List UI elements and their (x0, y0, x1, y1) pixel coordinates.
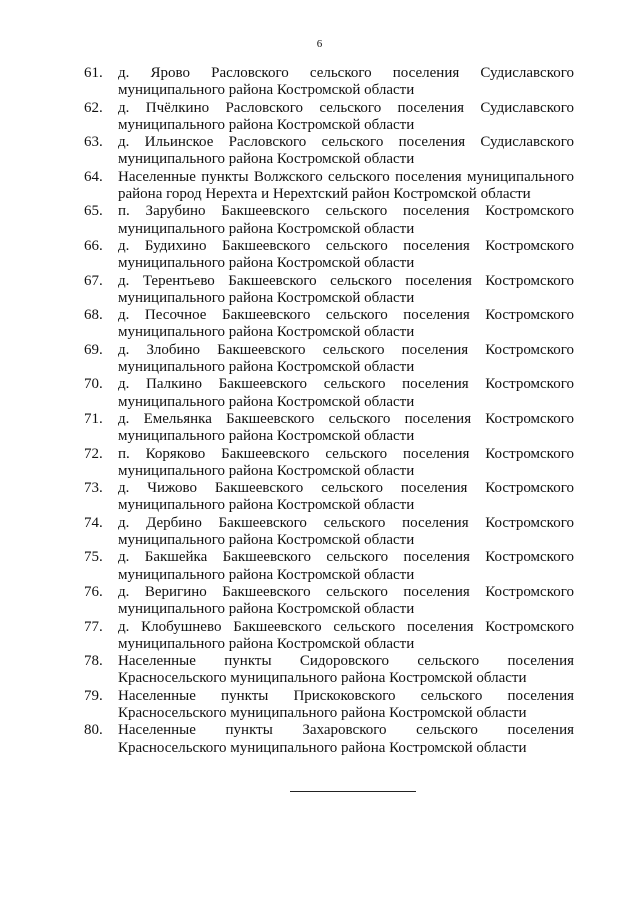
list-item (84, 169, 574, 204)
list-item-number: 61. (84, 65, 103, 81)
list-item (84, 515, 574, 550)
list-item-number: 71. (84, 410, 103, 427)
list-item (84, 584, 574, 619)
list-item-text: д. Палкино Бакшеевского сельского поселения Костромского муниципального района Костромской области (118, 376, 574, 410)
list-item-number: 69. (84, 341, 103, 358)
list-item-text: д. Ярово Расловского сельского поселения Судиславского муниципального района Костромской области (118, 65, 574, 99)
list-item-number: 74. (84, 514, 103, 531)
list-item (84, 722, 574, 757)
list-item-text: д. Клобушнево Бакшеевского сельского поселения Костромского муниципального района Костромской области (118, 618, 574, 652)
list-item-number: 80. (84, 722, 103, 739)
list-item-text: Населенные пункты Прискоковского сельского поселения Красносельского муниципального района Костромской области (118, 687, 574, 721)
list-item-text: д. Дербино Бакшеевского сельского поселения Костромского муниципального района Костромской области (118, 514, 574, 549)
list-item-text: д. Веригино Бакшеевского сельского поселения Костромского муниципального района Костромской области (118, 583, 574, 618)
list-item (84, 688, 574, 723)
list-item (84, 342, 574, 377)
list-item-text: д. Пчёлкино Расловского сельского поселения Судиславского муниципального района Костромской области (118, 99, 574, 133)
list-item (84, 376, 574, 411)
list-item-text: д. Чижово Бакшеевского сельского поселения Костромского муниципального района Костромской области (118, 480, 574, 514)
list-item-text: д. Будихино Бакшеевского сельского поселения Костромского муниципального района Костромской области (118, 237, 574, 272)
list-item-number: 66. (84, 237, 103, 254)
list-item-number: 65. (84, 203, 103, 220)
list-item-number: 64. (84, 168, 103, 185)
list-item (84, 134, 574, 169)
list-item-number: 73. (84, 480, 103, 497)
list-item-number: 67. (84, 272, 103, 289)
list-item-text: д. Терентьево Бакшеевского сельского поселения Костромского муниципального района Костромской области (118, 272, 574, 306)
list-item-number: 75. (84, 549, 103, 566)
list-item-number: 72. (84, 445, 103, 462)
list-item-text: Населенные пункты Захаровского сельского поселения Красносельского муниципального района Костромской области (118, 722, 574, 756)
list-item-text: д. Емельянка Бакшеевского сельского поселения Костромского муниципального района Костромской области (118, 410, 574, 445)
list-item (84, 203, 574, 238)
list-item-number: 68. (84, 307, 103, 324)
list-item (84, 446, 574, 481)
list-item-text: д. Песочное Бакшеевского сельского поселения Костромского муниципального района Костромской области (118, 307, 574, 341)
list-item (84, 238, 574, 273)
list-item-number: 79. (84, 687, 103, 704)
list-item-number: 62. (84, 99, 103, 116)
list-item-number: 70. (84, 376, 103, 393)
list-item-number: 63. (84, 134, 103, 151)
list-item-text: д. Бакшейка Бакшеевского сельского поселения Костромского муниципального района Костромской области (118, 549, 574, 583)
list-item (84, 411, 574, 446)
end-of-list-rule (290, 791, 416, 792)
list-item-number: 77. (84, 618, 103, 635)
list-item (84, 480, 574, 515)
list-item-text: п. Коряково Бакшеевского сельского поселения Костромского муниципального района Костромской области (118, 445, 574, 479)
list-item (84, 273, 574, 308)
list-item (84, 653, 574, 688)
list-item-text: п. Зарубино Бакшеевского сельского поселения Костромского муниципального района Костромской области (118, 203, 574, 237)
list-item-text: д. Ильинское Расловского сельского поселения Судиславского муниципального района Костромской области (118, 134, 574, 168)
list-item-text: Населенные пункты Сидоровского сельского поселения Красносельского муниципального района Костромской области (118, 653, 574, 687)
list-item (84, 549, 574, 584)
list-item (84, 619, 574, 654)
list-item-text: д. Злобино Бакшеевского сельского поселения Костромского муниципального района Костромской области (118, 341, 574, 376)
list-item-number: 76. (84, 583, 103, 600)
page-number: 6 (316, 38, 323, 50)
list-item-text: Населенные пункты Волжского сельского поселения муниципального района город Нерехта и Нерехтский район Костромской области (118, 168, 574, 203)
settlement-list (84, 65, 574, 757)
list-item-number: 78. (84, 653, 103, 670)
list-item (84, 65, 574, 100)
list-item (84, 100, 574, 135)
list-item (84, 307, 574, 342)
